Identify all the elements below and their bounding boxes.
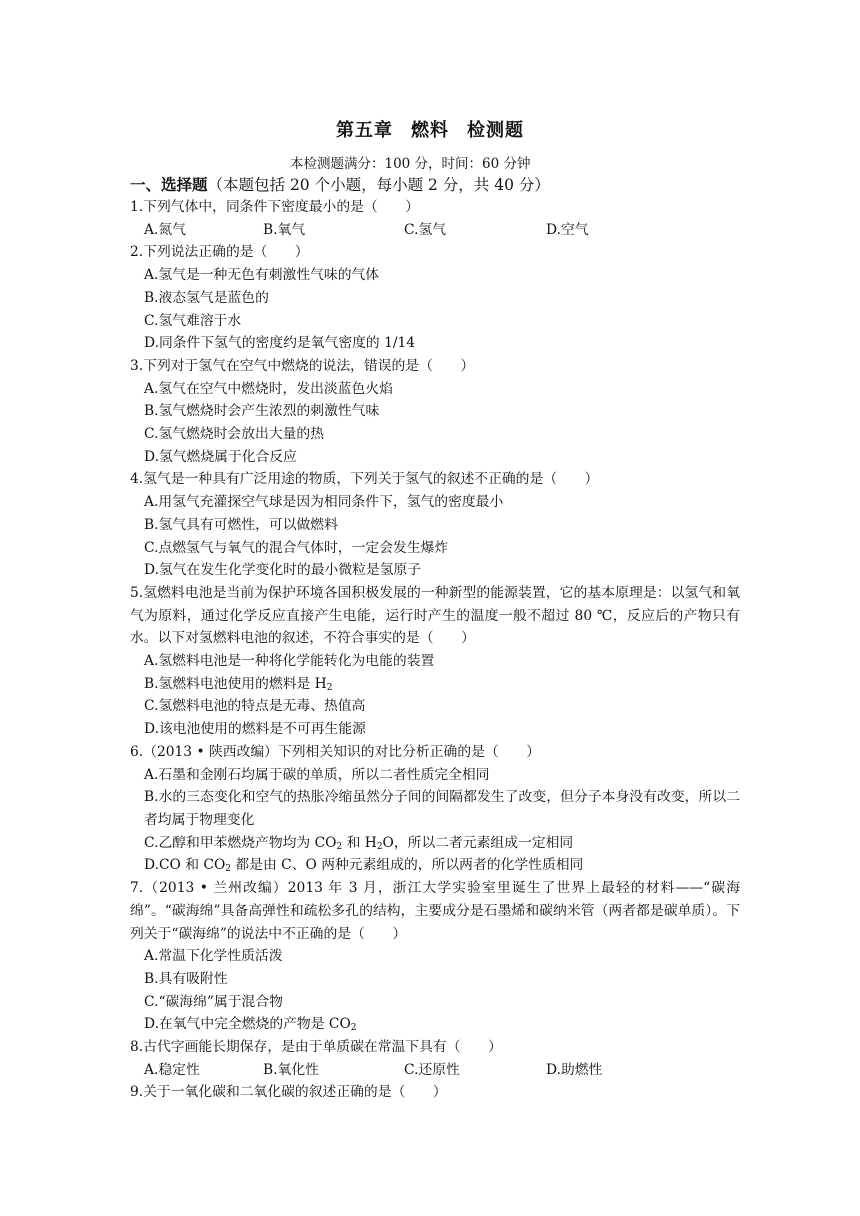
option-a: A.氮气: [144, 221, 186, 238]
subscript: 2: [376, 841, 383, 852]
option-text: B.氢燃料电池使用的燃料是 H: [144, 675, 327, 692]
question-9-stem: 9.关于一氧化碳和二氧化碳的叙述正确的是（ ）: [130, 1084, 447, 1101]
question-3-stem: 3.下列对于氢气在空气中燃烧的说法，错误的是（ ）: [130, 357, 475, 374]
option-c: C.氢气: [404, 221, 447, 238]
question-list: [130, 174, 740, 1104]
question-5-option-a: A.氢燃料电池是一种将化学能转化为电能的装置: [144, 653, 435, 670]
question-7-option-c: C.“碳海绵”属于混合物: [144, 993, 283, 1010]
subscript: 2: [225, 864, 231, 875]
section-note: （本题包括 20 个小题，每小题 2 分，共 40 分）: [207, 176, 550, 194]
question-6-option-a: A.石墨和金刚石均属于碳的单质，所以二者性质完全相同: [144, 766, 490, 783]
question-3-option-d: D.氢气燃烧属于化合反应: [144, 448, 297, 465]
option-text: D.CO 和 CO: [144, 857, 226, 874]
section-heading: [130, 174, 740, 196]
question-3-option-c: C.氢气燃烧时会放出大量的热: [144, 426, 325, 443]
question-7-option-d: [130, 1013, 740, 1036]
question-7-option-b: B.具有吸附性: [144, 970, 228, 987]
question-2-option-b: B.液态氢气是蓝色的: [144, 289, 269, 306]
question-6-option-d: [130, 854, 740, 877]
question-3-option-b: B.氢气燃烧时会产生浓烈的刺激性气味: [144, 403, 380, 420]
option-d: D.空气: [546, 221, 589, 238]
question-7-stem: 7.（2013 • 兰州改编）2013 年 3 月，浙江大学实验室里诞生了世界上最轻的材料——“碳海绵”。“碳海绵”具备高弹性和疏松多孔的结构，主要成分是石墨烯和碳纳米管（两者都是碳单质）。下列关于“碳海绵”的说法中不正确的是（ ）: [130, 880, 740, 942]
question-5-stem: 5.氢燃料电池是当前为保护环境各国积极发展的一种新型的能源装置，它的基本原理是：以氢气和氧气为原料，通过化学反应直接产生电能，运行时产生的温度一般不超过 80 ℃，反应后的产物只有水。以下对氢燃料电池的叙述，不符合事实的是（ ）: [130, 584, 740, 647]
question-5-option-c: C.氢燃料电池的特点是无毒、热值高: [144, 698, 366, 715]
question-6-option-c: [130, 832, 740, 855]
question-4-option-c: C.点燃氢气与氧气的混合气体时，一定会发生爆炸: [144, 539, 449, 556]
section-title: 一、选择题: [130, 175, 208, 194]
question-4-stem: 4.氢气是一种具有广泛用途的物质，下列关于氢气的叙述不正确的是（ ）: [130, 471, 599, 488]
question-7-option-a: A.常温下化学性质活泼: [144, 948, 283, 965]
question-2-option-d: D.同条件下氢气的密度约是氧气密度的 1/14: [144, 335, 416, 352]
option-text: D.在氧气中完全燃烧的产物是 CO: [144, 1016, 351, 1033]
option-text: 都是由 C、O 两种元素组成的，所以两者的化学性质相同: [231, 857, 584, 874]
question-8-options: [130, 1059, 740, 1082]
question-2-option-a: A.氢气是一种无色有刺激性气味的气体: [144, 267, 380, 284]
option-b: B.氧化性: [263, 1061, 319, 1078]
subscript: 2: [350, 1023, 357, 1034]
option-text: 和 H: [342, 834, 377, 851]
subscript: 2: [336, 841, 343, 852]
question-6-option-b: B.水的三态变化和空气的热胀冷缩虽然分子间的间隔都发生了改变，但分子本身没有改变，所以二者均属于物理变化: [144, 789, 740, 828]
question-3-option-a: A.氢气在空气中燃烧时，发出淡蓝色火焰: [144, 380, 393, 397]
option-c: C.还原性: [404, 1061, 460, 1078]
exam-info: 本检测题满分：100 分，时间：60 分钟: [290, 156, 531, 172]
page-title: [0, 116, 860, 142]
option-b: B.氧气: [263, 221, 306, 238]
question-4-option-d: D.氢气在发生化学变化时的最小微粒是氢原子: [144, 562, 422, 579]
title-kind: 检测题: [467, 120, 524, 141]
subscript: 2: [326, 682, 333, 693]
question-1-options: [130, 219, 740, 242]
question-5-option-d: D.该电池使用的燃料是不可再生能源: [144, 721, 366, 738]
option-a: A.稳定性: [144, 1061, 200, 1078]
question-8-stem: 8.古代字画能长期保存，是由于单质碳在常温下具有（ ）: [130, 1039, 502, 1056]
question-4-option-a: A.用氢气充灌探空气球是因为相同条件下，氢气的密度最小: [144, 494, 504, 511]
title-topic: 燃料: [411, 120, 449, 141]
question-2-option-c: C.氢气难溶于水: [144, 312, 242, 329]
title-chapter: 第五章: [336, 120, 393, 141]
question-2-stem: 2.下列说法正确的是（ ）: [130, 244, 309, 261]
question-6-stem: 6.（2013 • 陕西改编）下列相关知识的对比分析正确的是（ ）: [130, 743, 541, 760]
question-4-option-b: B.氢气具有可燃性，可以做燃料: [144, 516, 338, 533]
option-d: D.助燃性: [546, 1061, 603, 1078]
option-text: O，所以二者元素组成一定相同: [382, 834, 574, 851]
question-5-option-b: [130, 673, 740, 696]
question-1-stem: 1.下列气体中，同条件下密度最小的是（ ）: [130, 199, 420, 215]
option-text: C.乙醇和甲苯燃烧产物均为 CO: [144, 834, 337, 851]
